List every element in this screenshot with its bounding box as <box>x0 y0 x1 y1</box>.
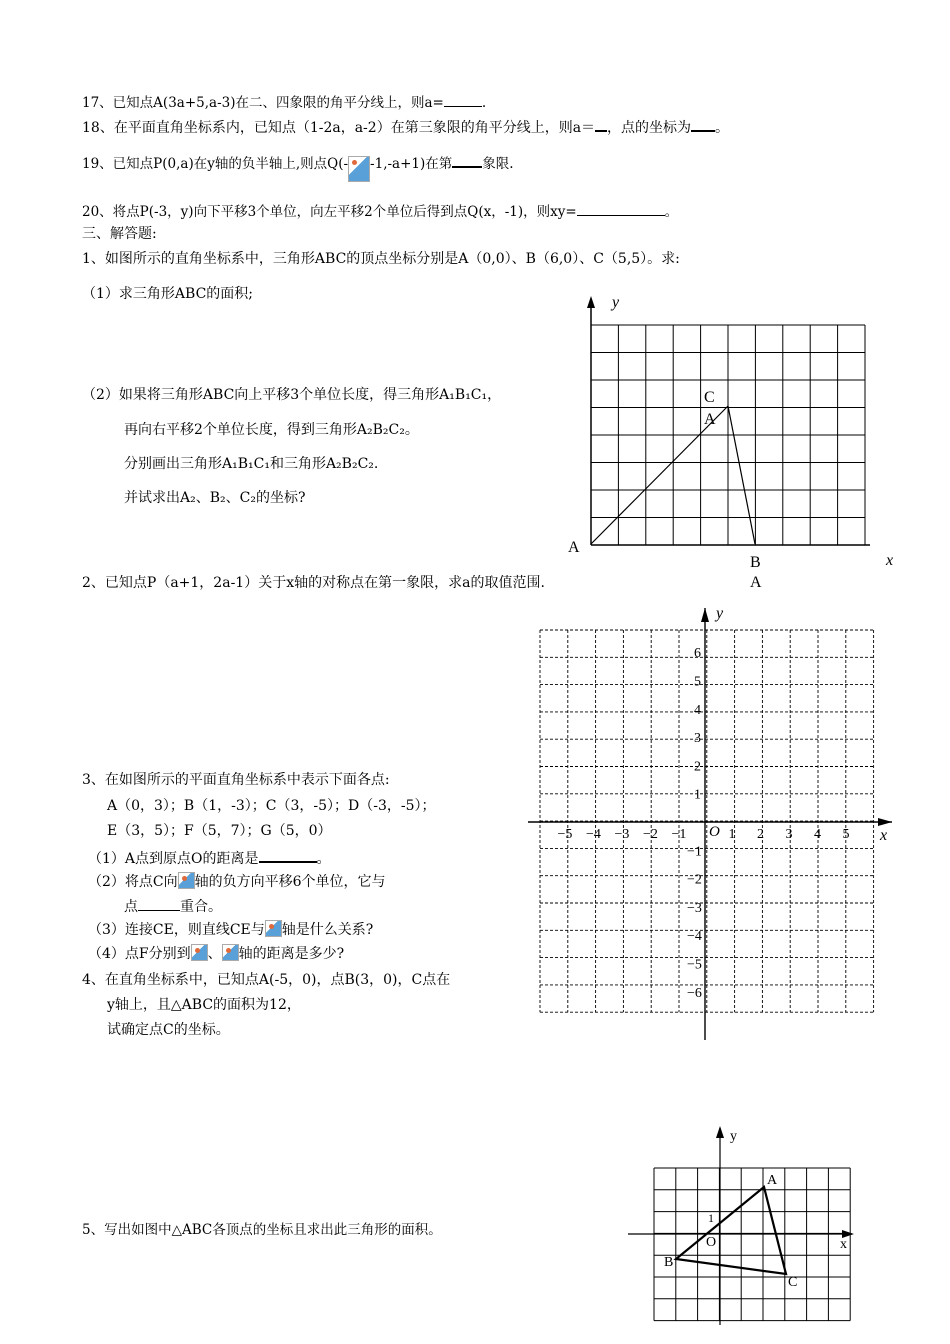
figure-1-grid <box>560 290 905 595</box>
image-placeholder-icon <box>348 156 370 182</box>
answer-blank <box>138 896 180 911</box>
problem-3-part-2: （2）将点C向 轴的负方向平移6个单位，它与 <box>88 874 386 890</box>
image-placeholder-icon <box>178 872 195 889</box>
problem-3-points-line-1: A（0，3）；B（1，-3）；C（3，-5）；D（-3，-5）； <box>107 798 436 814</box>
x-axis-label: x <box>840 1237 847 1252</box>
x-tick-label: 4 <box>814 827 821 842</box>
y-tick-label: 6 <box>694 646 701 662</box>
y-axis-arrow <box>587 296 595 308</box>
x-tick-label: −1 <box>671 827 687 842</box>
problem-1-stem: 1、如图所示的直角坐标系中，三角形ABC的顶点坐标分别是A（0,0）、B（6,0）、C（5,5）。求: <box>82 251 680 267</box>
y-tick-label: −2 <box>687 872 702 888</box>
x-tick-label: −5 <box>557 827 573 842</box>
point-c-label: C <box>704 389 715 406</box>
point-b-label: B <box>750 554 761 571</box>
answer-blank <box>444 92 482 107</box>
answer-blank <box>259 847 317 863</box>
triangle-abc <box>676 1187 786 1274</box>
question-20: 20、将点P(-3，y)向下平移3个单位，向左平移2个单位后得到点Q(x，-1)，则xy= 。 <box>82 201 678 221</box>
y-tick-label: −3 <box>687 900 702 916</box>
y-axis-arrow <box>701 608 709 622</box>
problem-1-part-2-line-1: （2）如果将三角形ABC向上平移3个单位长度，得三角形A₁B₁C₁， <box>82 387 502 403</box>
x-axis-label: x <box>886 552 894 569</box>
y-tick-label: 5 <box>694 674 701 690</box>
point-b-sub-label: A <box>750 574 762 591</box>
y-axis-label: y <box>730 1129 737 1144</box>
point-a-label: A <box>767 1173 778 1188</box>
point-b-label: B <box>664 1255 674 1270</box>
problem-3-points-line-2: E（3，5）；F（5，7）；G（5，0） <box>107 823 332 839</box>
grid-lines <box>591 325 865 545</box>
problem-3-part-3: （3）连接CE，则直线CE与 轴是什么关系? <box>88 922 374 938</box>
y-tick-label: −4 <box>687 929 702 945</box>
problem-5: 5、写出如图中△ABC各顶点的坐标且求出此三角形的面积。 <box>82 1222 442 1238</box>
figure-5-grid <box>620 1120 860 1335</box>
y-tick-label: 2 <box>694 759 701 775</box>
x-axis-label: x <box>880 827 888 844</box>
answer-blank <box>577 201 665 216</box>
x-tick-label: −3 <box>614 827 630 842</box>
y-axis-label: y <box>716 605 724 622</box>
x-tick-label: −2 <box>643 827 658 842</box>
answer-blank <box>595 116 607 132</box>
x-tick-label: 3 <box>785 827 793 842</box>
problem-3-part-2-cont: 点 重合。 <box>124 896 222 916</box>
y-axis-arrow <box>716 1126 724 1138</box>
problem-3-part-4: （4）点F分别到 、 轴的距离是多少? <box>88 946 345 962</box>
x-tick-label: 5 <box>842 827 850 842</box>
section-heading: 三、解答题: <box>82 226 157 242</box>
image-placeholder-icon <box>265 920 282 937</box>
segment-cb <box>728 406 755 544</box>
answer-blank <box>691 116 715 132</box>
point-a-label: A <box>568 539 580 556</box>
figure-3-grid <box>524 600 904 1045</box>
problem-3-stem: 3、在如图所示的平面直角坐标系中表示下面各点: <box>82 772 390 788</box>
origin-label: O <box>709 824 720 840</box>
image-placeholder-icon <box>191 944 208 961</box>
grid-lines <box>654 1168 850 1321</box>
y-tick-label: −1 <box>687 844 702 860</box>
problem-1-part-1: （1）求三角形ABC的面积; <box>82 286 253 302</box>
point-c-sub-label: A <box>704 411 716 428</box>
x-tick-label: −4 <box>586 827 601 842</box>
x-axis-arrow <box>878 818 892 826</box>
problem-4-line-3: 试确定点C的坐标。 <box>107 1022 230 1038</box>
y-tick-label: 1 <box>694 787 701 803</box>
question-18: 18、在平面直角坐标系内，已知点（1-2a，a-2）在第三象限的角平分线上，则a＝ ，点的坐标为 。 <box>82 116 729 137</box>
y-tick-label: −5 <box>687 957 702 973</box>
x-tick-label: 1 <box>728 827 736 842</box>
question-19: 19、已知点P(0,a)在y轴的负半轴上,则点Q(- -1,-a+1)在第 象限. <box>82 152 514 182</box>
y-axis-label: y <box>612 294 620 311</box>
unit-label: 1 <box>708 1211 714 1225</box>
problem-4-line-1: 4、在直角坐标系中，已知点A(-5，0)，点B(3，0)，C点在 <box>82 972 451 988</box>
y-tick-label: −6 <box>687 985 702 1001</box>
problem-4-line-2: y轴上，且△ABC的面积为12， <box>107 997 301 1013</box>
problem-1-part-2-line-3: 分别画出三角形A₁B₁C₁和三角形A₂B₂C₂. <box>124 456 379 472</box>
problem-1-part-2-line-2: 再向右平移2个单位长度，得到三角形A₂B₂C₂。 <box>124 422 419 438</box>
problem-1-part-2-line-4: 并试求出A₂、B₂、C₂的坐标? <box>124 490 306 506</box>
answer-blank <box>452 152 482 168</box>
grid-lines <box>540 630 874 1012</box>
problem-3-part-1: （1）A点到原点O的距离是 。 <box>88 847 331 868</box>
point-c-label: C <box>788 1275 798 1290</box>
problem-2: 2、已知点P（a+1，2a-1）关于x轴的对称点在第一象限，求a的取值范围. <box>82 575 545 591</box>
origin-label: O <box>706 1235 717 1250</box>
question-17: 17、已知点A(3a+5,a-3)在二、四象限的角平分线上，则a= . <box>82 92 486 112</box>
tick-labels <box>558 646 850 1001</box>
y-tick-label: 4 <box>694 702 701 718</box>
y-tick-label: 3 <box>694 731 701 747</box>
x-tick-label: 2 <box>757 827 764 842</box>
image-placeholder-icon <box>222 944 239 961</box>
